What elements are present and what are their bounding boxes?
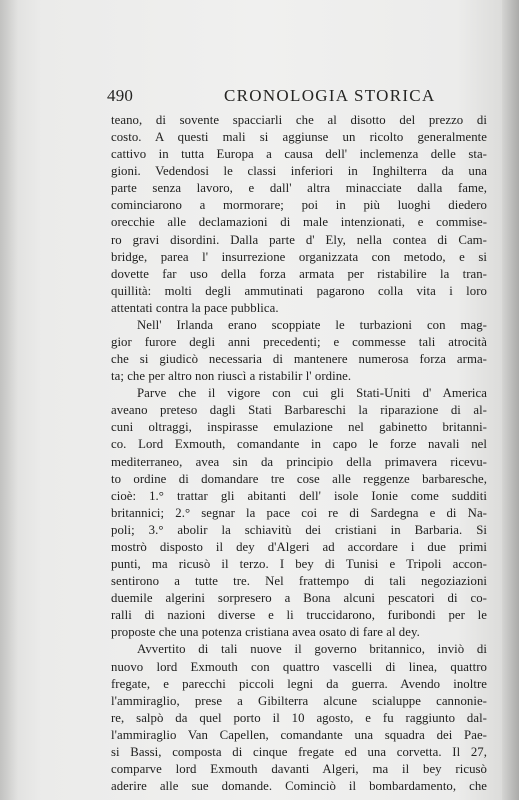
text-line-1: teano, di sovente spacciarli che al disotto del prezzo di	[111, 113, 487, 127]
text-line-37: l'ammiraglio Van Capellen, comandante una squadra dei Pae-	[111, 727, 487, 742]
text-line-2: costo. A questi mali si aggiunse un ricolto generalmente	[111, 130, 487, 145]
page-number: 490	[107, 86, 134, 105]
page-gutter-shadow	[0, 0, 18, 800]
text-line-16: ta; che per altro non riuscì a ristabilir l' ordine.	[111, 369, 352, 384]
text-line-11: quillità: molti degli ammutinati pagarono colla vita i loro	[111, 283, 487, 298]
text-line-20: co. Lord Exmouth, comandante in capo le forze navali nel	[111, 437, 487, 452]
text-line-29: duemile algerini sorpresero a Bona alcuni pescatori di co-	[111, 591, 487, 606]
body-text	[111, 112, 487, 795]
text-line-9: bridge, parea l' insurrezione organizzata con metodo, e si	[111, 249, 487, 264]
text-line-24: britannici; 2.° segnar la pace coi re di Sardegna e di Na-	[111, 505, 487, 520]
text-line-7: orecchie alle declamazioni di male intenzionati, e commise-	[111, 215, 487, 230]
text-line-33: nuovo lord Exmouth con quattro vascelli di linea, quattro	[111, 659, 487, 674]
text-line-35: l'ammiraglio, prese a Gibilterra alcune scialuppe cannonie-	[111, 693, 487, 708]
text-line-22: to ordine di domandare tre cose alle reggenze barbaresche,	[111, 471, 487, 486]
text-line-32: Avvertito di tali nuove il governo britannico, inviò di	[137, 642, 487, 657]
text-line-4: gioni. Vedendosi le classi inferiori in Inghilterra da una	[111, 164, 487, 179]
text-line-36: re, salpò da quel porto il 10 agosto, e fu raggiunto dal-	[111, 710, 487, 725]
text-line-8: ro gravi disordini. Dalla parte d' Ely, nella contea di Cam-	[111, 232, 487, 247]
text-line-12: attentati contra la pace pubblica.	[111, 300, 279, 315]
text-line-17: Parve che il vigore con cui gli Stati-Uniti d' America	[137, 386, 487, 401]
text-line-10: dovette far uso della forza armata per ristabilire la tran-	[111, 266, 487, 281]
text-line-38: si Bassi, composta di cinque fregate ed una corvetta. Il 27,	[111, 744, 487, 759]
text-line-31: proposte che una potenza cristiana avea osato di fare al dey.	[111, 625, 420, 640]
page-edge-shadow	[502, 0, 519, 800]
text-line-18: aveano preteso dagli Stati Barbareschi la riparazione di al-	[111, 403, 487, 418]
text-line-27: punti, ma ricusò il terzo. I bey di Tunisi e Tripoli accon-	[111, 557, 487, 572]
text-line-15: che si giudicò necessaria di mantenere numerosa forza arma-	[111, 352, 487, 367]
text-line-3: cattivo in tutta Europa a causa dell' inclemenza delle sta-	[111, 147, 487, 162]
text-line-6: cominciarono a mormorare; poi in più luoghi diedero	[111, 198, 487, 213]
text-line-39: comparve lord Exmouth davanti Algeri, ma il bey ricusò	[111, 761, 487, 776]
text-line-23: cioè: 1.° trattar gli abitanti dell' isole Ionie come sudditi	[111, 488, 487, 503]
text-line-5: parte senza lavoro, e dall' altra minacciate dalla fame,	[111, 181, 487, 196]
page-header	[107, 87, 494, 105]
text-line-40: aderire alle sue domande. Cominciò il bombardamento, che	[111, 779, 487, 794]
text-line-26: mostrò disposto il dey d'Algeri ad accordare i due primi	[111, 539, 487, 554]
text-line-21: mediterraneo, avea sin da principio della primavera ricevu-	[111, 454, 487, 469]
text-line-14: gior furore degli anni precedenti; e commesse tali atrocità	[111, 335, 487, 350]
text-line-13: Nell' Irlanda erano scoppiate le turbazioni con mag-	[137, 317, 487, 332]
text-line-19: cuni oltraggi, inspirasse emulazione nel gabinetto britanni-	[111, 420, 487, 435]
text-line-34: fregate, e parecchi piccoli legni da guerra. Avendo inoltre	[111, 676, 487, 691]
text-line-28: sentirono a tutte tre. Nel frattempo di tali negoziazioni	[111, 574, 487, 589]
text-line-30: ralli di nazioni diverse e li truccidarono, furibondi per le	[111, 608, 487, 623]
text-line-25: poli; 3.° abolir la schiavitù dei cristiani in Barbaria. Si	[111, 522, 487, 537]
running-title: CRONOLOGIA STORICA	[224, 86, 436, 105]
